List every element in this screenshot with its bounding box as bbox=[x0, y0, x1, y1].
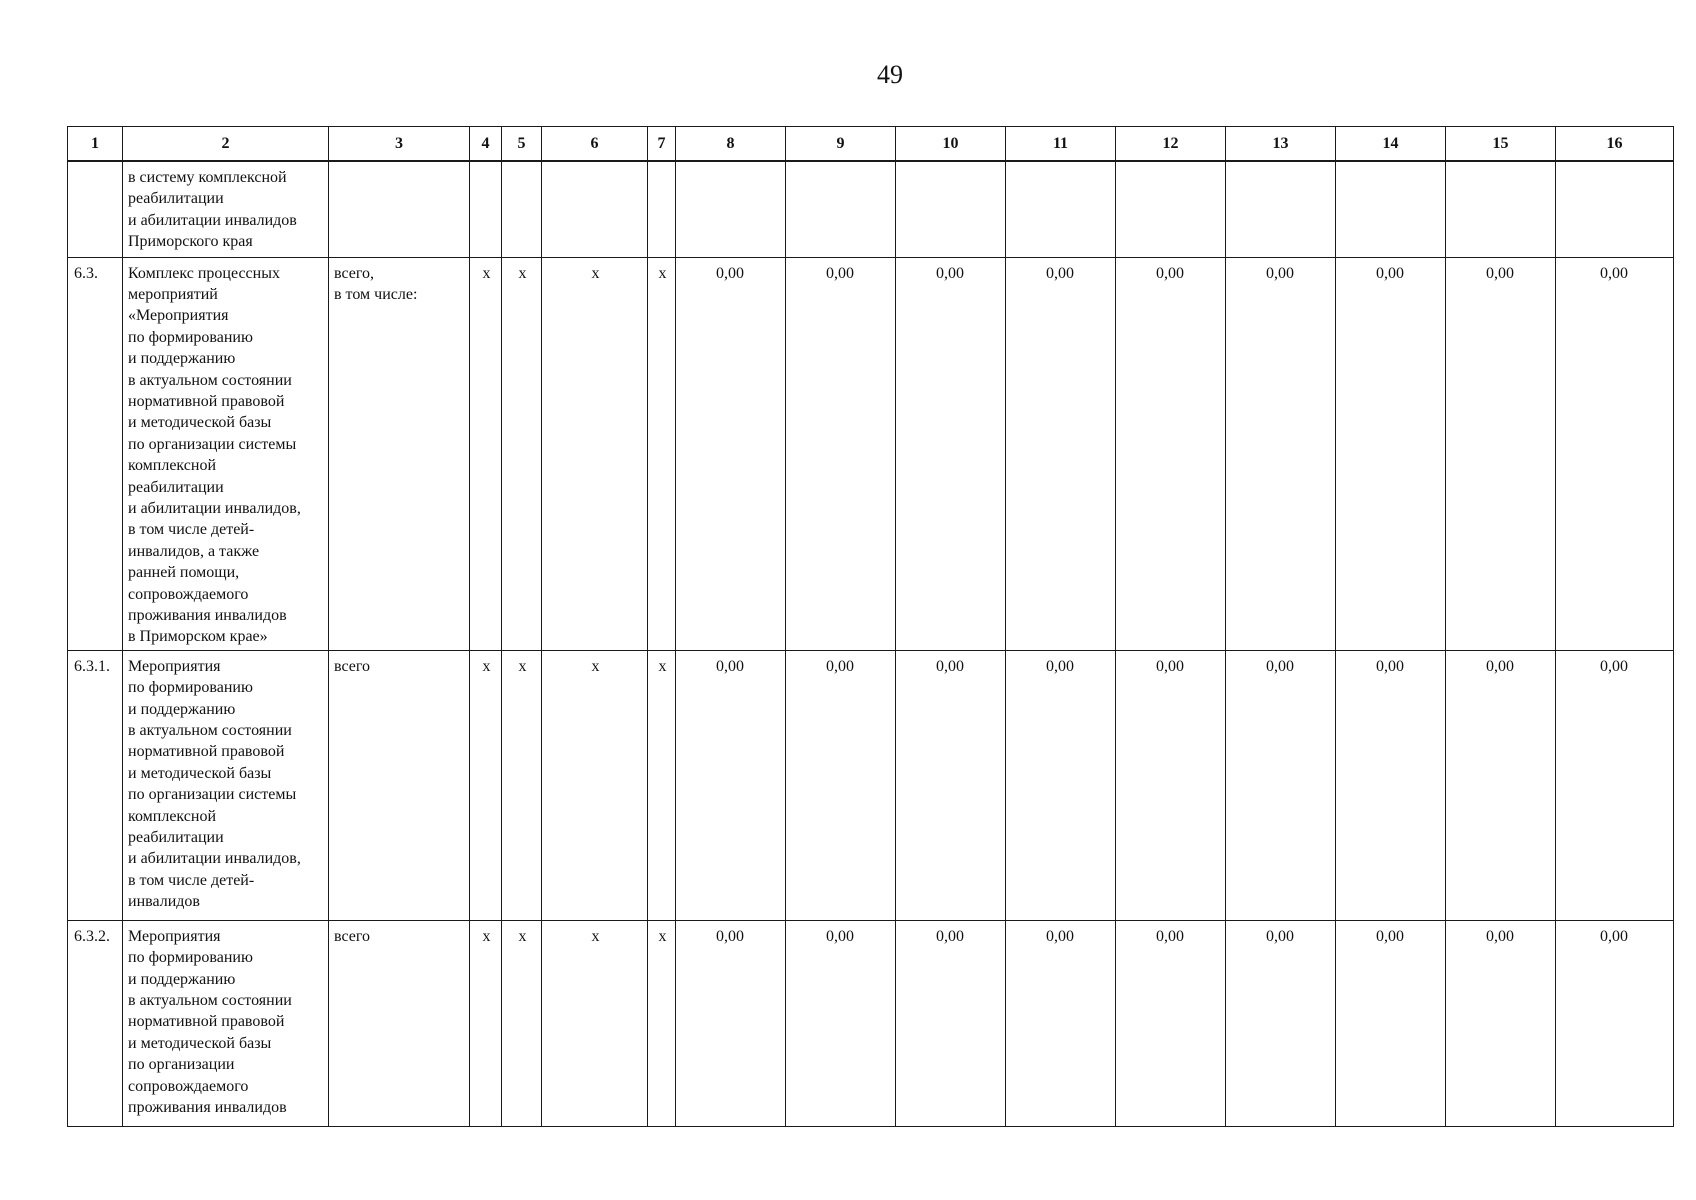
row-value: 0,00 bbox=[1226, 257, 1336, 650]
row-value bbox=[786, 161, 896, 257]
column-header: 6 bbox=[542, 127, 648, 162]
row-source bbox=[329, 161, 470, 257]
row-description: Мероприятия по формированию и поддержанию в актуальном состоянии нормативной правовой и методической базы по организации системы комплексной реабилитации и абилитации инвалидов, в том числе детей- инвалидов bbox=[123, 650, 329, 920]
row-value: 0,00 bbox=[786, 257, 896, 650]
row-value: 0,00 bbox=[676, 650, 786, 920]
row-source: всего bbox=[329, 650, 470, 920]
row-value: 0,00 bbox=[1226, 920, 1336, 1126]
row-cell: х bbox=[470, 257, 502, 650]
row-value: 0,00 bbox=[786, 650, 896, 920]
row-value: 0,00 bbox=[1116, 920, 1226, 1126]
row-value bbox=[896, 161, 1006, 257]
row-cell: х bbox=[542, 257, 648, 650]
row-value: 0,00 bbox=[1446, 257, 1556, 650]
row-cell: х bbox=[470, 920, 502, 1126]
row-value bbox=[1446, 161, 1556, 257]
row-value: 0,00 bbox=[1006, 257, 1116, 650]
row-value bbox=[1116, 161, 1226, 257]
row-value: 0,00 bbox=[1116, 257, 1226, 650]
row-value: 0,00 bbox=[1336, 920, 1446, 1126]
row-index: 6.3.1. bbox=[68, 650, 123, 920]
table-row bbox=[68, 257, 1674, 650]
table-row bbox=[68, 650, 1674, 920]
row-description: Комплекс процессных мероприятий «Мероприятия по формированию и поддержанию в актуальном состоянии нормативной правовой и методической базы по организации системы комплексной реабилитации и абилитации инвалидов, в том числе детей- инвалидов, а также ранней помощи, сопровождаемого проживания инвалидов в Приморском крае» bbox=[123, 257, 329, 650]
row-value: 0,00 bbox=[896, 257, 1006, 650]
column-header: 1 bbox=[68, 127, 123, 162]
row-cell: х bbox=[648, 650, 676, 920]
page-number: 49 bbox=[877, 60, 903, 89]
column-header: 9 bbox=[786, 127, 896, 162]
row-cell bbox=[470, 161, 502, 257]
row-index: 6.3.2. bbox=[68, 920, 123, 1126]
column-header: 4 bbox=[470, 127, 502, 162]
row-cell: х bbox=[502, 650, 542, 920]
row-cell: х bbox=[542, 650, 648, 920]
row-value: 0,00 bbox=[1336, 257, 1446, 650]
row-value: 0,00 bbox=[1226, 650, 1336, 920]
row-value bbox=[1226, 161, 1336, 257]
row-source: всего bbox=[329, 920, 470, 1126]
row-cell: х bbox=[502, 257, 542, 650]
row-value: 0,00 bbox=[1336, 650, 1446, 920]
row-cell bbox=[648, 161, 676, 257]
table-header-row bbox=[68, 127, 1674, 162]
row-source: всего, в том числе: bbox=[329, 257, 470, 650]
row-value: 0,00 bbox=[896, 920, 1006, 1126]
row-value: 0,00 bbox=[1556, 257, 1674, 650]
row-cell bbox=[502, 161, 542, 257]
row-value bbox=[676, 161, 786, 257]
column-header: 12 bbox=[1116, 127, 1226, 162]
column-header: 8 bbox=[676, 127, 786, 162]
row-cell: х bbox=[542, 920, 648, 1126]
column-header: 3 bbox=[329, 127, 470, 162]
row-index bbox=[68, 161, 123, 257]
row-value: 0,00 bbox=[676, 257, 786, 650]
row-cell: х bbox=[648, 257, 676, 650]
row-value bbox=[1556, 161, 1674, 257]
row-description: Мероприятия по формированию и поддержанию в актуальном состоянии нормативной правовой и методической базы по организации сопровождаемого проживания инвалидов bbox=[123, 920, 329, 1126]
row-value: 0,00 bbox=[1006, 920, 1116, 1126]
row-value: 0,00 bbox=[1116, 650, 1226, 920]
row-value: 0,00 bbox=[1556, 920, 1674, 1126]
column-header: 11 bbox=[1006, 127, 1116, 162]
column-header: 15 bbox=[1446, 127, 1556, 162]
row-description: в систему комплексной реабилитации и абилитации инвалидов Приморского края bbox=[123, 161, 329, 257]
row-value: 0,00 bbox=[786, 920, 896, 1126]
row-value: 0,00 bbox=[1446, 920, 1556, 1126]
column-header: 13 bbox=[1226, 127, 1336, 162]
row-value: 0,00 bbox=[1446, 650, 1556, 920]
row-index: 6.3. bbox=[68, 257, 123, 650]
table-row bbox=[68, 920, 1674, 1126]
column-header: 7 bbox=[648, 127, 676, 162]
column-header: 2 bbox=[123, 127, 329, 162]
table-row bbox=[68, 161, 1674, 257]
column-header: 16 bbox=[1556, 127, 1674, 162]
row-cell bbox=[542, 161, 648, 257]
column-header: 14 bbox=[1336, 127, 1446, 162]
budget-table bbox=[67, 126, 1674, 1127]
row-value: 0,00 bbox=[676, 920, 786, 1126]
row-value bbox=[1336, 161, 1446, 257]
row-value bbox=[1006, 161, 1116, 257]
row-value: 0,00 bbox=[1556, 650, 1674, 920]
row-cell: х bbox=[502, 920, 542, 1126]
row-value: 0,00 bbox=[1006, 650, 1116, 920]
row-value: 0,00 bbox=[896, 650, 1006, 920]
row-cell: х bbox=[648, 920, 676, 1126]
column-header: 10 bbox=[896, 127, 1006, 162]
column-header: 5 bbox=[502, 127, 542, 162]
row-cell: х bbox=[470, 650, 502, 920]
